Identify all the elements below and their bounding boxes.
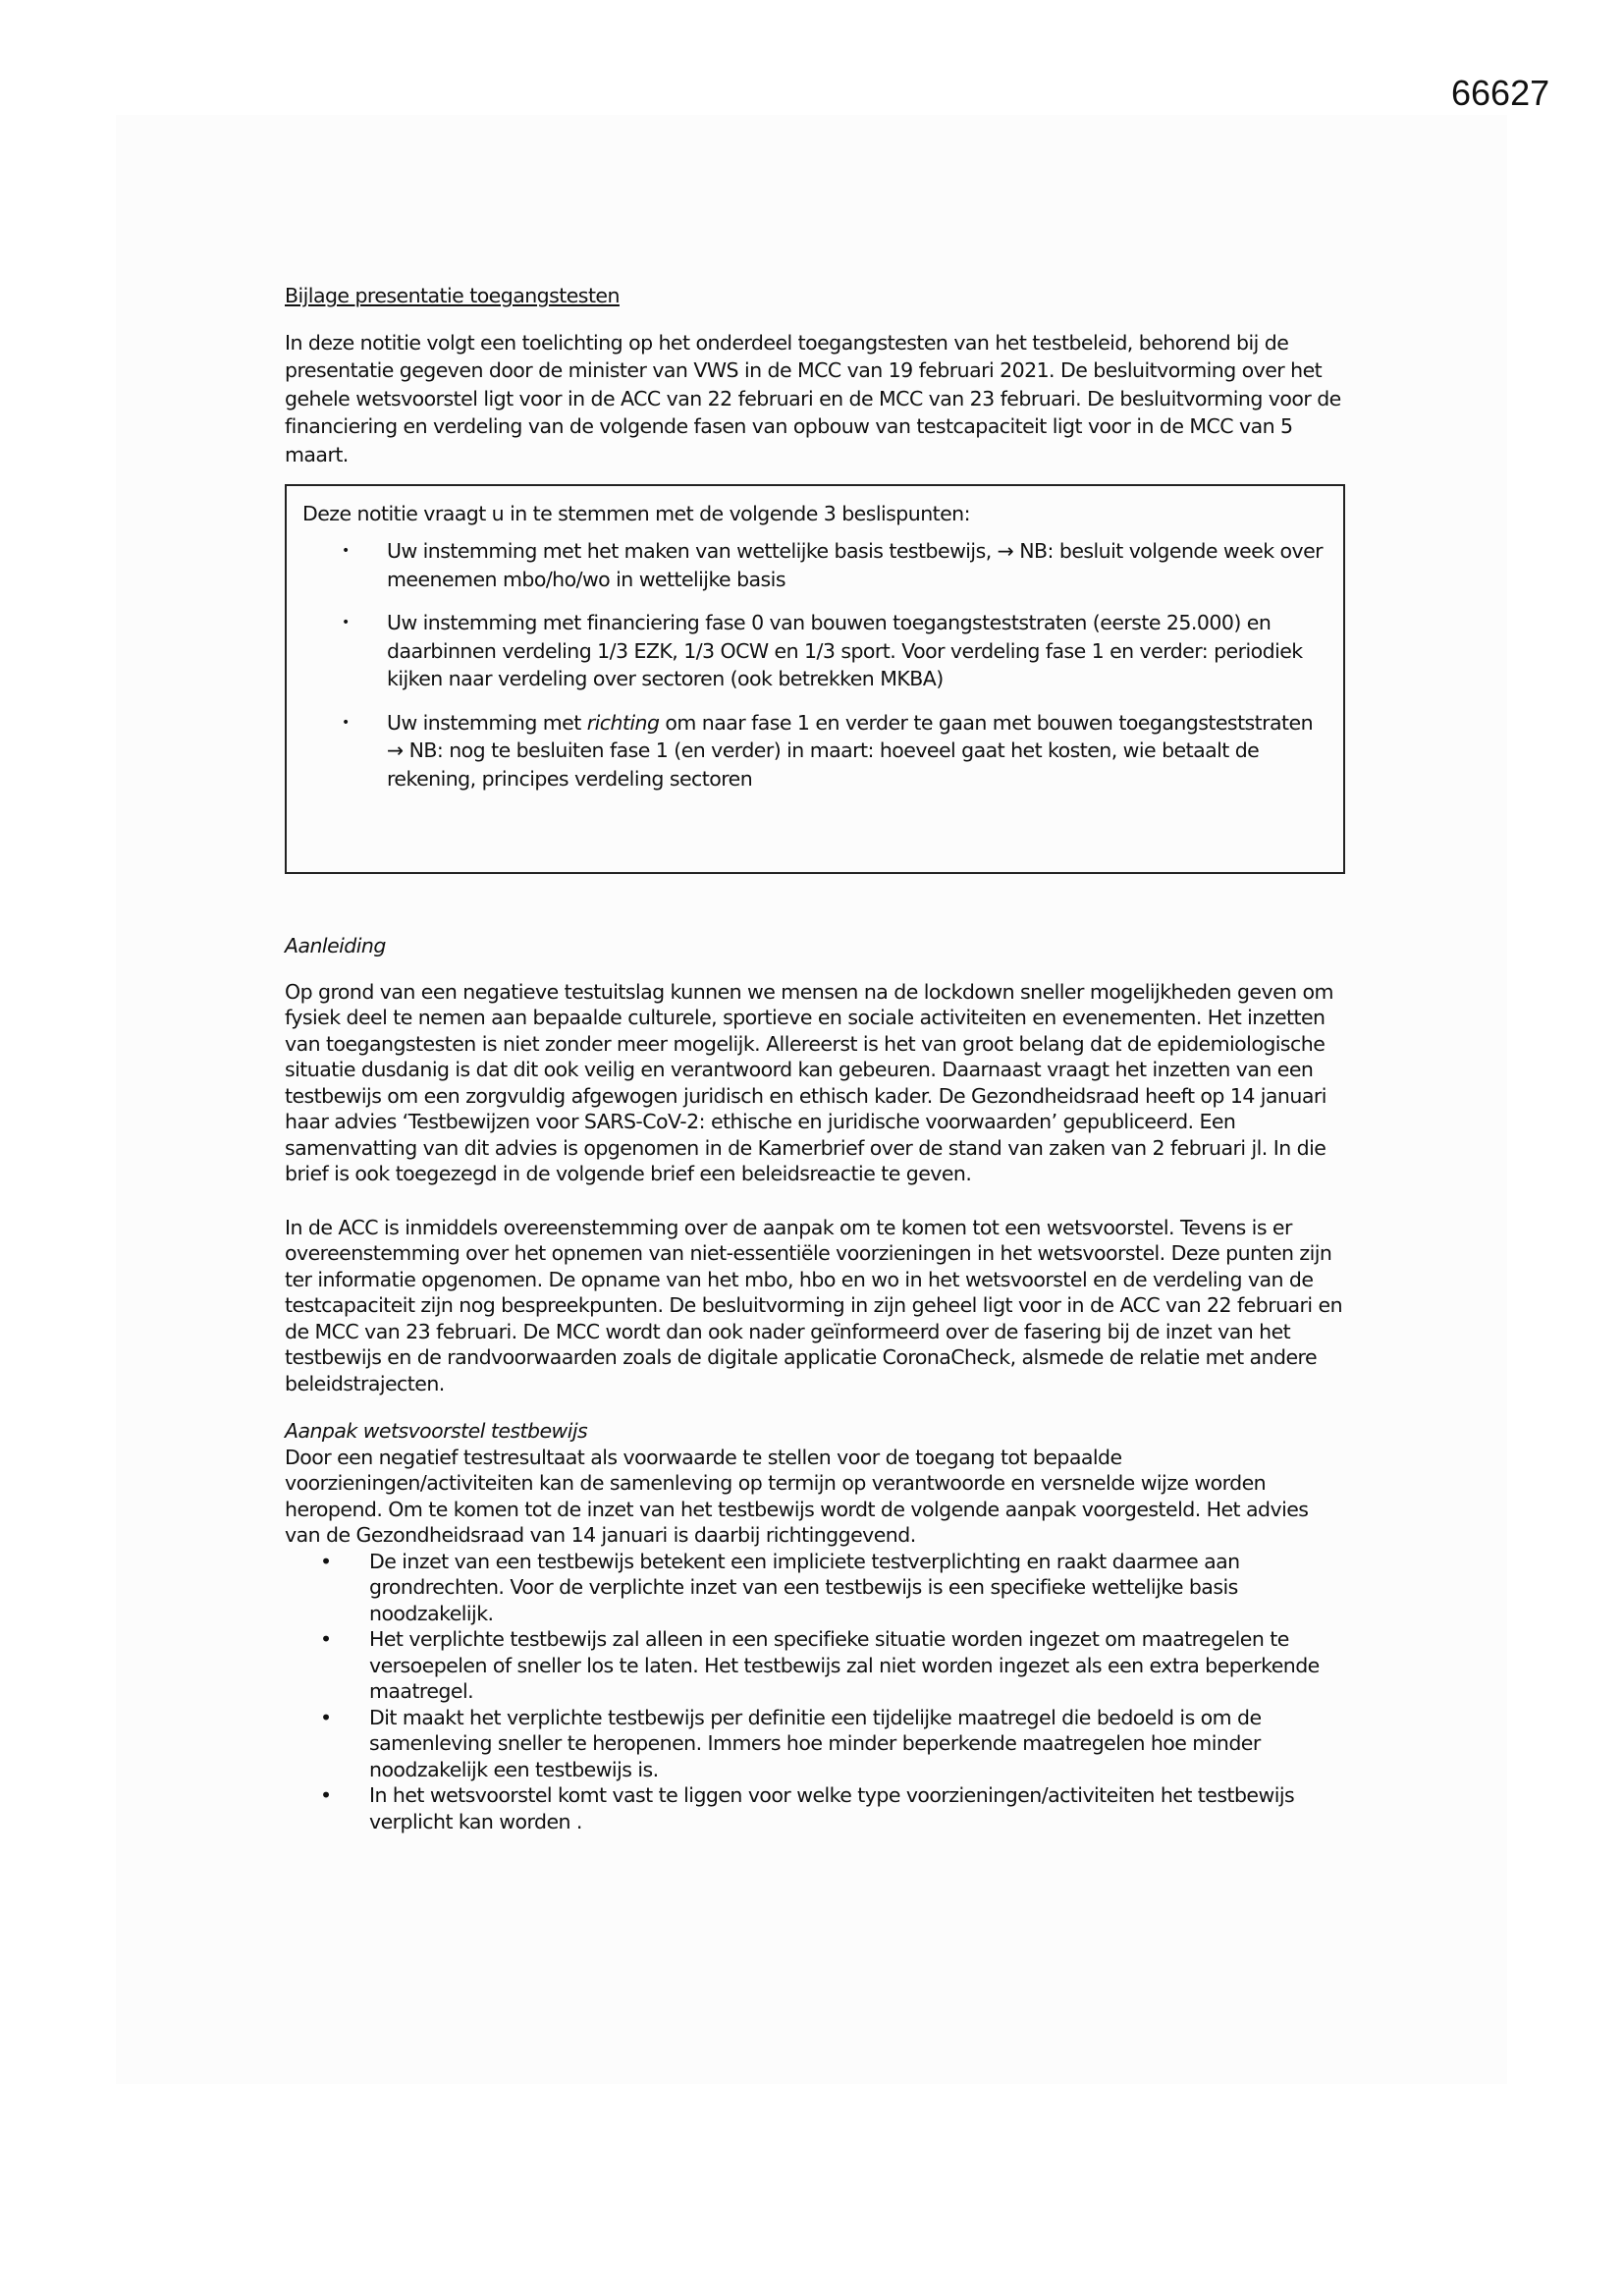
section-heading-aanpak: Aanpak wetsvoorstel testbewijs (285, 1419, 588, 1443)
section-heading-aanleiding: Aanleiding (285, 934, 386, 957)
bullet-icon: • (342, 615, 350, 630)
decision-point (302, 609, 1327, 693)
bullet-icon: • (342, 714, 350, 731)
aanleiding-paragraph-2: In de ACC is inmiddels overeenstemming over de aanpak om te komen tot een wetsvoorstel. Tevens is er overeenstemming over het opnemen van niet-essentiële voorzieningen in het wetsvoorstel. Deze punten zijn ter informatie opgenomen. De opname van het mbo, hbo en wo in het wetsvoorstel en de verdeling van de testcapaciteit zijn nog bespreekpunten. De besluitvorming in zijn geheel ligt voor in de ACC van 22 februari en de MCC van 23 februari. De MCC wordt dan ook nader geïnformeerd over de fasering bij de inzet van het testbewijs en de randvoorwaarden zoals de digitale applicatie CoronaCheck, alsmede de relatie met andere beleidstrajecten. (285, 1215, 1343, 1395)
decision-points-list (302, 537, 1327, 793)
document-body (285, 283, 1345, 1834)
aanpak-bullet (285, 1549, 1345, 1627)
decision-points-box (285, 484, 1345, 874)
decision-point (302, 709, 1327, 793)
aanleiding-paragraph-1: Op grond van een negatieve testuitslag kunnen we mensen na de lockdown sneller mogelijkheden geven om fysiek deel te nemen aan bepaalde culturele, sportieve en sociale activiteiten en evenementen. Het inzetten van toegangstesten is niet zonder meer mogelijk. Allereerst is het van groot belang dat de epidemiologische situatie dusdanig is dat dit ook veilig en verantwoord kan gebeuren. Daarnaast vraagt het inzetten van een testbewijs om een zorgvuldig afgewogen juridisch en ethisch kader. De Gezondheidsraad heeft op 14 januari haar advies ‘Testbewijzen voor SARS-CoV-2: ethische en juridische voorwaarden’ gepubliceerd. Een samenvatting van dit advies is opgenomen in de Kamerbrief over de stand van zaken van 2 februari jl. In die brief is ook toegezegd in de volgende brief een beleidsreactie te geven. (285, 979, 1333, 1185)
document-title: Bijlage presentatie toegangstesten (285, 284, 620, 307)
bullet-icon: • (342, 543, 350, 559)
intro-paragraph: In deze notitie volgt een toelichting op het onderdeel toegangstesten van het testbeleid, behorend bij de presentatie gegeven door de minister van VWS in de MCC van 19 februari 2021. De besluitvorming over het gehele wetsvoorstel ligt voor in de ACC van 22 februari en de MCC van 23 februari. De besluitvorming voor de financiering en verdeling van de volgende fasen van opbouw van testcapaciteit ligt voor in de MCC van 5 maart. (285, 330, 1341, 466)
bullet-icon: • (320, 1549, 332, 1573)
decision-point (302, 537, 1327, 593)
aanpak-bullet-list (285, 1549, 1345, 1835)
aanpak-bullet-text: Het verplichte testbewijs zal alleen in een specifieke situatie worden ingezet om maatregelen te versoepelen of sneller los te laten. Het testbewijs zal niet worden ingezet als een extra beperkende maatregel. (369, 1627, 1320, 1703)
decision-point-prefix: Uw instemming met (387, 710, 587, 735)
decision-box-lead: Deze notitie vraagt u in te stemmen met de volgende 3 beslispunten: (302, 502, 970, 525)
decision-point-text: Uw instemming met financiering fase 0 van bouwen toegangsteststraten (eerste 25.000) en daarbinnen verdeling 1/3 EZK, 1/3 OCW en 1/3 sport. Voor verdeling fase 1 en verder: periodiek kijken naar verdeling over sectoren (ook betrekken MKBA) (387, 611, 1303, 690)
bullet-icon: • (320, 1705, 332, 1729)
aanpak-bullet (285, 1705, 1345, 1783)
bullet-icon: • (320, 1783, 332, 1807)
decision-point-emphasis: richting (586, 710, 660, 735)
aanpak-bullet (285, 1782, 1345, 1834)
aanpak-bullet (285, 1626, 1345, 1705)
decision-point-text (387, 711, 1313, 791)
aanpak-paragraph: Door een negatief testresultaat als voorwaarde te stellen voor de toegang tot bepaalde voorzieningen/activiteiten kan de samenleving op termijn op verantwoorde en versnelde wijze worden heropend. Om te komen tot de inzet van het testbewijs wordt de volgende aanpak voorgesteld. Het advies van de Gezondheidsraad van 14 januari is daarbij richtinggevend. (285, 1445, 1309, 1547)
bullet-icon: • (320, 1627, 332, 1651)
decision-point-text: Uw instemming met het maken van wettelijke basis testbewijs, → NB: besluit volgende week over meenemen mbo/ho/wo in wettelijke basis (387, 539, 1324, 591)
aanpak-bullet-text: De inzet van een testbewijs betekent een impliciete testverplichting en raakt daarmee aan grondrechten. Voor de verplichte inzet van een testbewijs is een specifieke wettelijke basis noodzakelijk. (369, 1549, 1240, 1625)
aanpak-bullet-text: In het wetsvoorstel komt vast te liggen voor welke type voorzieningen/activiteiten het testbewijs verplicht kan worden . (369, 1783, 1295, 1833)
document-number: 66627 (1451, 73, 1550, 113)
aanpak-bullet-text: Dit maakt het verplichte testbewijs per definitie een tijdelijke maatregel die bedoeld is om de samenleving sneller te heropenen. Immers hoe minder beperkende maatregelen hoe minder noodzakelijk een testbewijs is. (369, 1705, 1262, 1781)
decision-point-suffix: om naar fase 1 en verder te gaan met bouwen toegangsteststraten → NB: nog te besluiten fase 1 (en verder) in maart: hoeveel gaat het kosten, wie betaalt de rekening, principes verdeling sectoren (387, 710, 1314, 791)
